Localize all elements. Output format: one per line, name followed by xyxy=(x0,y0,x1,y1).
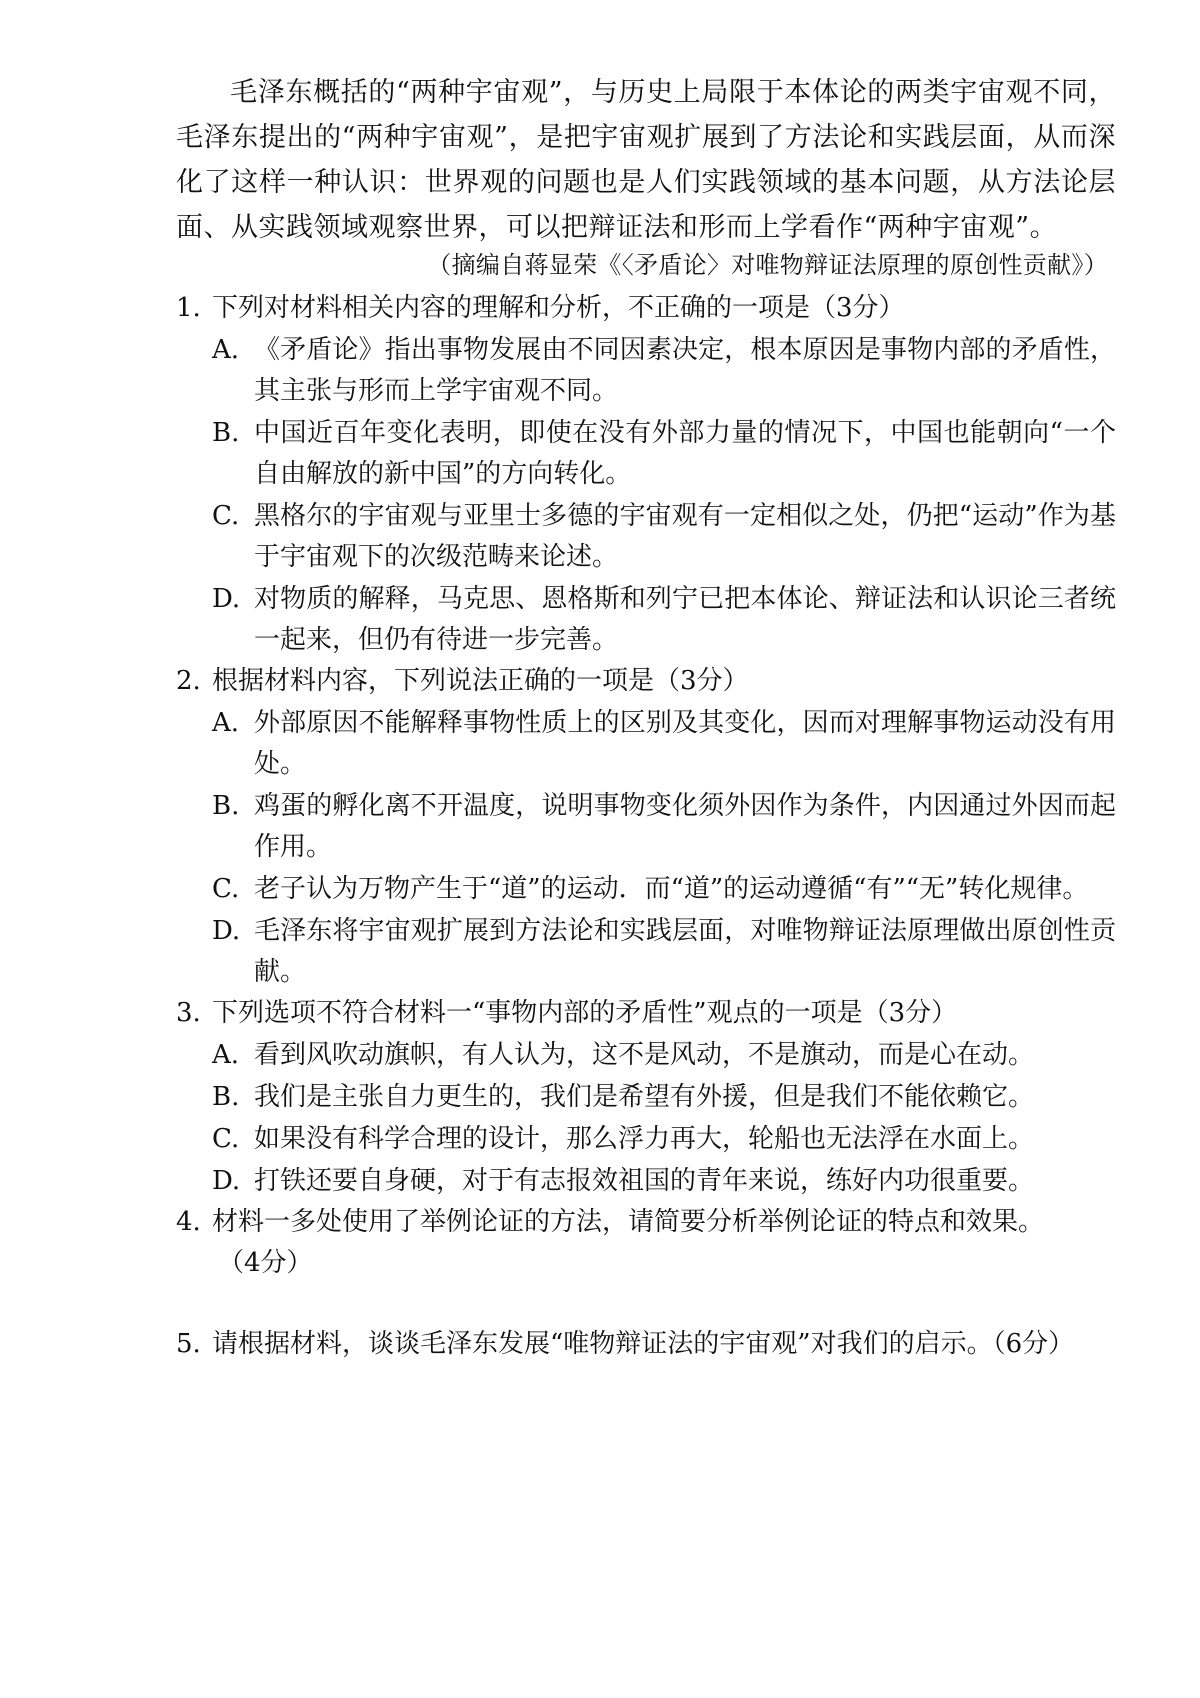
option-b xyxy=(212,786,1116,868)
question-number: 1. xyxy=(176,293,201,323)
answer-space xyxy=(176,1284,1116,1324)
option-d xyxy=(212,911,1116,993)
passage-paragraph xyxy=(176,70,1116,250)
option-text: 《矛盾论》指出事物发展由不同因素决定，根本原因是事物内部的矛盾性，其主张与形而上学宇宙观不同。 xyxy=(254,335,1116,406)
option-text: 中国近百年变化表明，即使在没有外部力量的情况下，中国也能朝向“一个自由解放的新中国”的方向转化。 xyxy=(254,418,1116,489)
option-letter: D. xyxy=(212,584,241,614)
question-stem: 材料一多处使用了举例论证的方法，请简要分析举例论证的特点和效果。 xyxy=(212,1207,1045,1237)
option-text: 老子认为万物产生于“道”的运动．而“道”的运动遵循“有”“无”转化规律。 xyxy=(254,874,1089,904)
question-number: 2. xyxy=(176,666,201,696)
question-list xyxy=(176,288,1116,1365)
option-a xyxy=(212,703,1116,785)
question-stem: 请根据材料，谈谈毛泽东发展“唯物辩证法的宇宙观”对我们的启示。（6分） xyxy=(212,1329,1075,1359)
option-text: 毛泽东将宇宙观扩展到方法论和实践层面，对唯物辩证法原理做出原创性贡献。 xyxy=(254,916,1116,987)
question-2 xyxy=(176,661,1116,993)
option-text: 对物质的解释，马克思、恩格斯和列宁已把本体论、辩证法和认识论三者统一起来，但仍有待进一步完善。 xyxy=(254,584,1116,655)
option-letter: D. xyxy=(212,1166,241,1196)
question-4 xyxy=(176,1202,1116,1284)
option-letter: A. xyxy=(212,708,240,738)
option-text: 外部原因不能解释事物性质上的区别及其变化，因而对理解事物运动没有用处。 xyxy=(254,708,1116,779)
option-c xyxy=(212,869,1116,910)
option-letter: D. xyxy=(212,916,241,946)
option-text: 看到风吹动旗帜，有人认为，这不是风动，不是旗动，而是心在动。 xyxy=(254,1040,1035,1070)
option-letter: C. xyxy=(212,874,240,904)
question-5 xyxy=(176,1324,1116,1365)
question-score: （4分） xyxy=(218,1248,313,1278)
option-d xyxy=(212,579,1116,661)
option-letter: B. xyxy=(212,1082,240,1112)
question-1 xyxy=(176,288,1116,661)
option-letter: B. xyxy=(212,418,240,448)
option-a xyxy=(212,330,1116,412)
option-c xyxy=(212,1119,1116,1160)
question-3 xyxy=(176,993,1116,1202)
option-b xyxy=(212,1077,1116,1118)
option-letter: C. xyxy=(212,1124,240,1154)
question-stem: 下列选项不符合材料一“事物内部的矛盾性”观点的一项是（3分） xyxy=(212,998,958,1028)
option-text: 打铁还要自身硬，对于有志报效祖国的青年来说，练好内功很重要。 xyxy=(254,1166,1035,1196)
question-number: 3. xyxy=(176,998,201,1028)
option-text: 黑格尔的宇宙观与亚里士多德的宇宙观有一定相似之处，仍把“运动”作为基于宇宙观下的次级范畴来论述。 xyxy=(254,501,1116,572)
option-b xyxy=(212,413,1116,495)
option-text: 我们是主张自力更生的，我们是希望有外援，但是我们不能依赖它。 xyxy=(254,1082,1035,1112)
question-number: 4. xyxy=(176,1207,201,1237)
option-a xyxy=(212,1035,1116,1076)
option-c xyxy=(212,496,1116,578)
option-text: 如果没有科学合理的设计，那么浮力再大，轮船也无法浮在水面上。 xyxy=(254,1124,1035,1154)
passage-text: 毛泽东概括的“两种宇宙观”，与历史上局限于本体论的两类宇宙观不同，毛泽东提出的“两种宇宙观”，是把宇宙观扩展到了方法论和实践层面，从而深化了这样一种认识：世界观的问题也是人们实践领域的基本问题，从方法论层面、从实践领域观察世界，可以把辩证法和形而上学看作“两种宇宙观”。 xyxy=(176,77,1116,243)
option-letter: B. xyxy=(212,791,240,821)
option-letter: A. xyxy=(212,1040,240,1070)
option-letter: C. xyxy=(212,501,240,531)
question-stem: 根据材料内容，下列说法正确的一项是（3分） xyxy=(212,666,749,696)
option-text: 鸡蛋的孵化离不开温度，说明事物变化须外因作为条件，内因通过外因而起作用。 xyxy=(254,791,1116,862)
question-stem: 下列对材料相关内容的理解和分析，不正确的一项是（3分） xyxy=(212,293,905,323)
question-number: 5. xyxy=(176,1329,201,1359)
passage-source: （摘编自蒋显荣《〈矛盾论〉对唯物辩证法原理的原创性贡献》） xyxy=(427,251,1108,279)
option-letter: A. xyxy=(212,335,240,365)
option-d xyxy=(212,1161,1116,1202)
